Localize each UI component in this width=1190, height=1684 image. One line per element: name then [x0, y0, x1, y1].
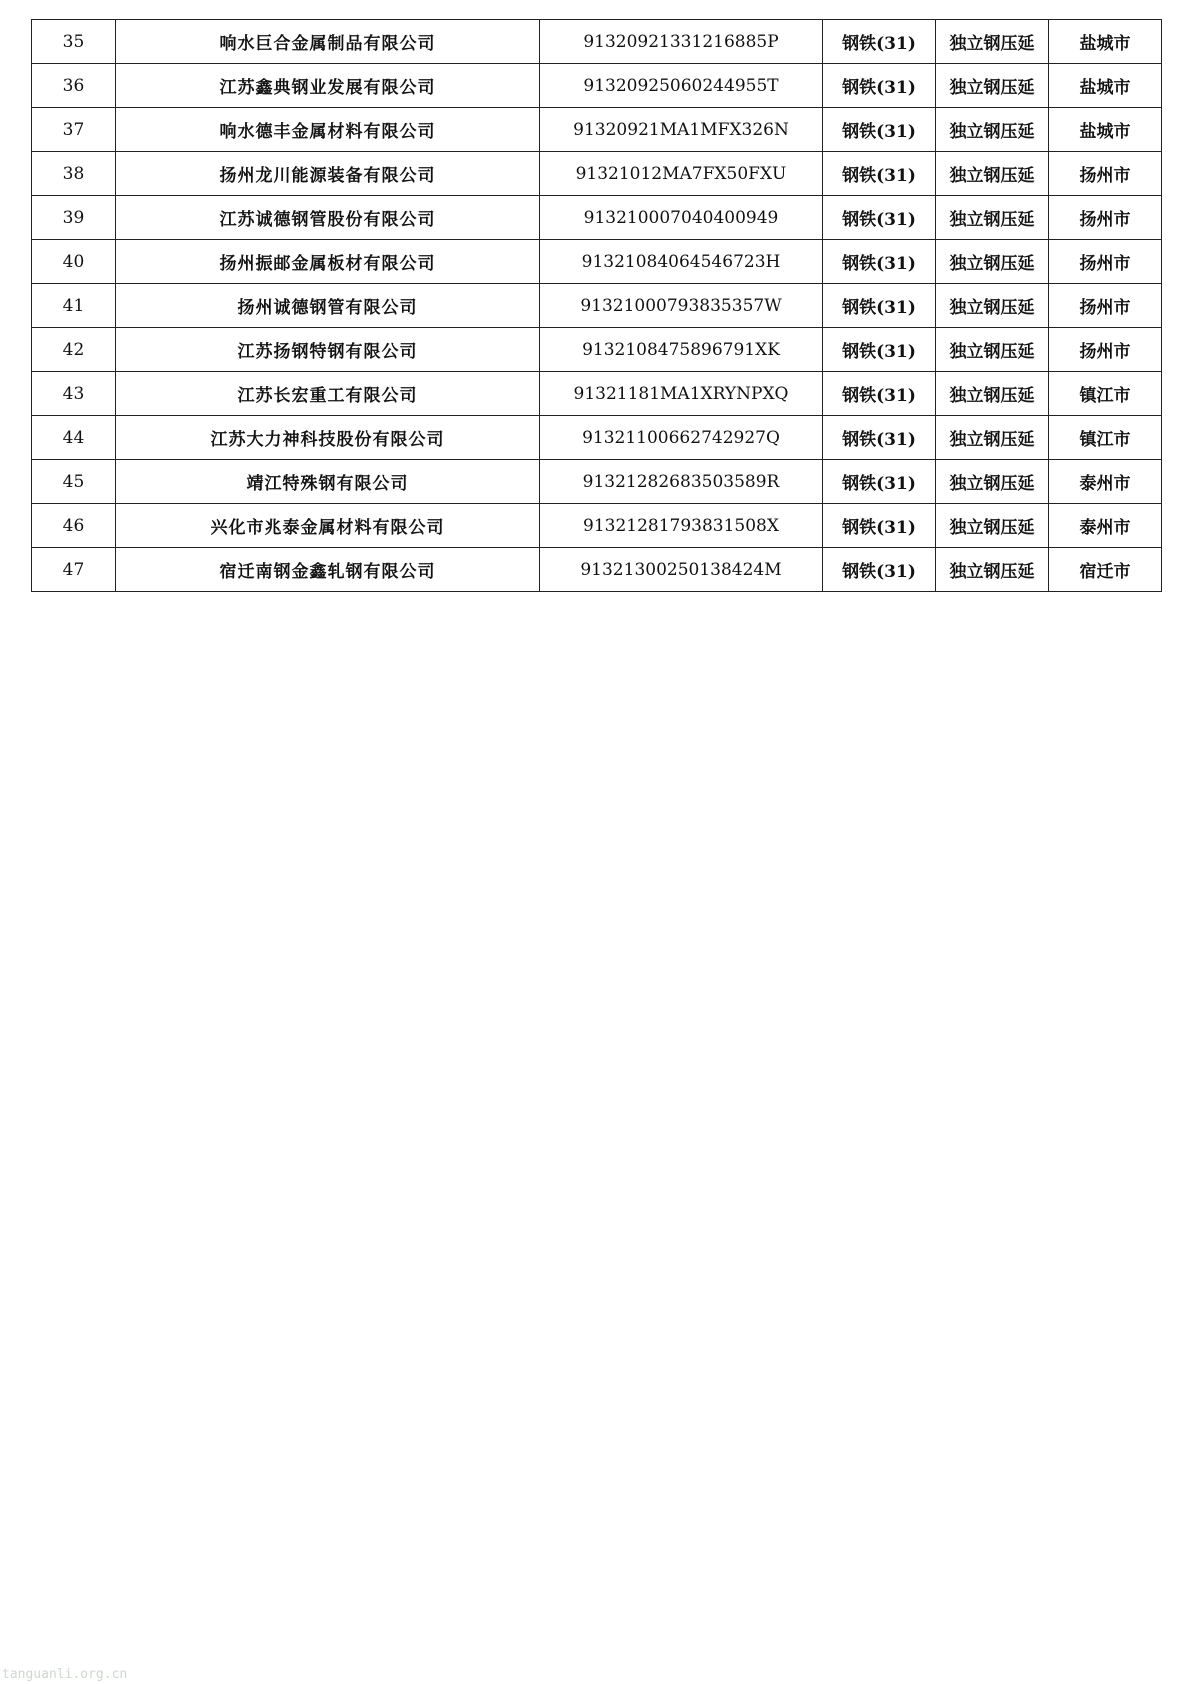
industry-cell: 钢铁(31) [823, 504, 936, 548]
city-cell: 盐城市 [1049, 108, 1162, 152]
row-number-cell: 41 [32, 284, 116, 328]
table-row [32, 372, 1162, 416]
subsector-cell: 独立钢压延 [936, 240, 1049, 284]
city-cell: 镇江市 [1049, 372, 1162, 416]
subsector-cell: 独立钢压延 [936, 20, 1049, 64]
subsector-cell: 独立钢压延 [936, 196, 1049, 240]
city-cell: 镇江市 [1049, 416, 1162, 460]
credit-code-cell: 9132108475896791XK [540, 328, 823, 372]
company-name-cell: 江苏扬钢特钢有限公司 [116, 328, 540, 372]
row-number-cell: 39 [32, 196, 116, 240]
company-name-cell: 江苏长宏重工有限公司 [116, 372, 540, 416]
table-row [32, 460, 1162, 504]
credit-code-cell: 91320921MA1MFX326N [540, 108, 823, 152]
company-name-cell: 宿迁南钢金鑫轧钢有限公司 [116, 548, 540, 592]
credit-code-cell: 91321282683503589R [540, 460, 823, 504]
table-row [32, 548, 1162, 592]
industry-cell: 钢铁(31) [823, 64, 936, 108]
table-row [32, 504, 1162, 548]
table-row [32, 416, 1162, 460]
subsector-cell: 独立钢压延 [936, 152, 1049, 196]
city-cell: 盐城市 [1049, 20, 1162, 64]
company-name-cell: 响水巨合金属制品有限公司 [116, 20, 540, 64]
industry-cell: 钢铁(31) [823, 284, 936, 328]
subsector-cell: 独立钢压延 [936, 328, 1049, 372]
industry-cell: 钢铁(31) [823, 328, 936, 372]
table-row [32, 20, 1162, 64]
city-cell: 扬州市 [1049, 284, 1162, 328]
industry-cell: 钢铁(31) [823, 460, 936, 504]
credit-code-cell: 91320925060244955T [540, 64, 823, 108]
industry-cell: 钢铁(31) [823, 20, 936, 64]
enterprise-table [31, 19, 1162, 592]
company-name-cell: 江苏鑫典钢业发展有限公司 [116, 64, 540, 108]
row-number-cell: 35 [32, 20, 116, 64]
industry-cell: 钢铁(31) [823, 152, 936, 196]
row-number-cell: 38 [32, 152, 116, 196]
company-name-cell: 扬州龙川能源装备有限公司 [116, 152, 540, 196]
company-name-cell: 江苏诚德钢管股份有限公司 [116, 196, 540, 240]
company-name-cell: 江苏大力神科技股份有限公司 [116, 416, 540, 460]
credit-code-cell: 91321084064546723H [540, 240, 823, 284]
credit-code-cell: 913210007040400949 [540, 196, 823, 240]
table-row [32, 284, 1162, 328]
company-name-cell: 扬州诚德钢管有限公司 [116, 284, 540, 328]
credit-code-cell: 91321012MA7FX50FXU [540, 152, 823, 196]
table-row [32, 64, 1162, 108]
row-number-cell: 45 [32, 460, 116, 504]
table-row [32, 152, 1162, 196]
industry-cell: 钢铁(31) [823, 240, 936, 284]
credit-code-cell: 91321281793831508X [540, 504, 823, 548]
table-row [32, 196, 1162, 240]
subsector-cell: 独立钢压延 [936, 504, 1049, 548]
company-name-cell: 靖江特殊钢有限公司 [116, 460, 540, 504]
row-number-cell: 40 [32, 240, 116, 284]
row-number-cell: 47 [32, 548, 116, 592]
table-row [32, 328, 1162, 372]
city-cell: 扬州市 [1049, 196, 1162, 240]
city-cell: 宿迁市 [1049, 548, 1162, 592]
subsector-cell: 独立钢压延 [936, 416, 1049, 460]
table-body [32, 20, 1162, 592]
company-name-cell: 响水德丰金属材料有限公司 [116, 108, 540, 152]
table-row [32, 108, 1162, 152]
company-name-cell: 扬州振邮金属板材有限公司 [116, 240, 540, 284]
watermark: tanguanli.org.cn [2, 1667, 128, 1682]
city-cell: 扬州市 [1049, 328, 1162, 372]
row-number-cell: 42 [32, 328, 116, 372]
row-number-cell: 46 [32, 504, 116, 548]
table-row [32, 240, 1162, 284]
city-cell: 泰州市 [1049, 460, 1162, 504]
credit-code-cell: 91321300250138424M [540, 548, 823, 592]
credit-code-cell: 91321100662742927Q [540, 416, 823, 460]
credit-code-cell: 91321181MA1XRYNPXQ [540, 372, 823, 416]
subsector-cell: 独立钢压延 [936, 284, 1049, 328]
industry-cell: 钢铁(31) [823, 548, 936, 592]
subsector-cell: 独立钢压延 [936, 460, 1049, 504]
row-number-cell: 37 [32, 108, 116, 152]
company-name-cell: 兴化市兆泰金属材料有限公司 [116, 504, 540, 548]
credit-code-cell: 91320921331216885P [540, 20, 823, 64]
subsector-cell: 独立钢压延 [936, 372, 1049, 416]
city-cell: 泰州市 [1049, 504, 1162, 548]
row-number-cell: 43 [32, 372, 116, 416]
subsector-cell: 独立钢压延 [936, 548, 1049, 592]
industry-cell: 钢铁(31) [823, 372, 936, 416]
city-cell: 扬州市 [1049, 152, 1162, 196]
city-cell: 盐城市 [1049, 64, 1162, 108]
industry-cell: 钢铁(31) [823, 108, 936, 152]
subsector-cell: 独立钢压延 [936, 108, 1049, 152]
industry-cell: 钢铁(31) [823, 196, 936, 240]
row-number-cell: 36 [32, 64, 116, 108]
city-cell: 扬州市 [1049, 240, 1162, 284]
credit-code-cell: 91321000793835357W [540, 284, 823, 328]
industry-cell: 钢铁(31) [823, 416, 936, 460]
subsector-cell: 独立钢压延 [936, 64, 1049, 108]
row-number-cell: 44 [32, 416, 116, 460]
